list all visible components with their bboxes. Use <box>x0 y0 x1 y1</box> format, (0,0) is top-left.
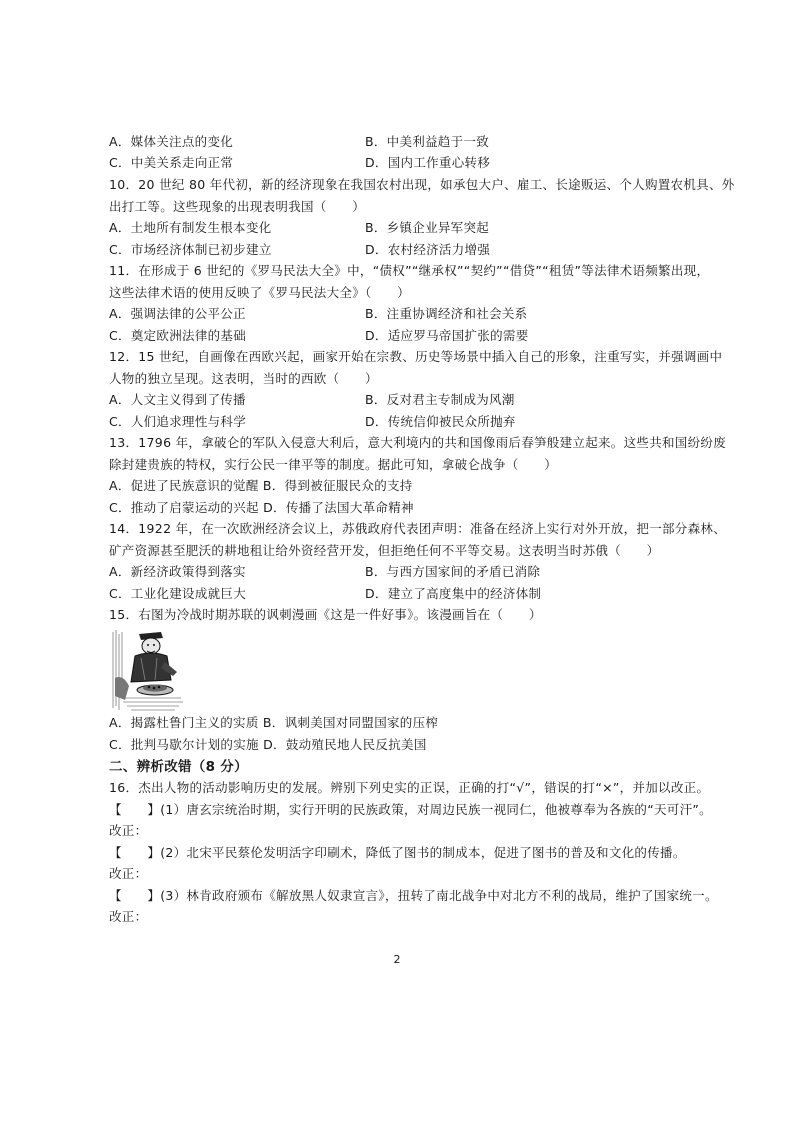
q10-option-b: B．乡镇企业异军突起 <box>365 220 490 235</box>
q12-option-row-1 <box>109 392 515 408</box>
q11-option-c: C．奠定欧洲法律的基础 <box>109 328 247 343</box>
q14-option-a: A．新经济政策得到落实 <box>109 564 246 579</box>
q14-stem-line-2: 矿产资源甚至肥沃的耕地租让给外资经营开发，但拒绝任何不平等交易。这表明当时苏俄（ ） <box>109 543 660 558</box>
q14-option-d: D．建立了高度集中的经济体制 <box>365 586 542 601</box>
q11-stem-line-2: 这些法律术语的使用反映了《罗马民法大全》（ ） <box>109 285 410 300</box>
q16-item-3-fix-label: 改正： <box>109 909 148 924</box>
q14-stem-line-1: 14．1922 年，在一次欧洲经济会议上，苏俄政府代表团声明：准备在经济上实行对外开放，把一部分森林、 <box>109 521 726 536</box>
q11-stem-line-1: 11．在形成于 6 世纪的《罗马民法大全》中，“债权”“继承权”“契约”“借贷”“租赁”等法律术语频繁出现， <box>109 263 710 278</box>
q11-option-b: B．注重协调经济和社会关系 <box>365 306 528 321</box>
q16-item-1-fix-label: 改正： <box>109 823 148 838</box>
q13-stem-line-2: 除封建贵族的特权，实行公民一律平等的制度。据此可知，拿破仑战争（ ） <box>109 457 558 472</box>
q16-stem: 16．杰出人物的活动影响历史的发展。辨别下列史实的正误，正确的打“√”，错误的打“×”，并加以改正。 <box>109 780 710 795</box>
q11-option-a: A．强调法律的公平公正 <box>109 306 246 321</box>
q15-option-row-2: C．批判马歇尔计划的实施 D．鼓动殖民地人民反抗美国 <box>109 737 427 752</box>
q9-option-a: A．媒体关注点的变化 <box>109 134 234 149</box>
q12-option-row-2 <box>109 414 516 430</box>
q10-option-d: D．农村经济活力增强 <box>365 242 491 257</box>
q12-option-a: A．人文主义得到了传播 <box>109 392 246 407</box>
q10-option-a: A．土地所有制发生根本变化 <box>109 220 272 235</box>
q9-option-d: D．国内工作重心转移 <box>365 155 491 170</box>
q14-option-row-1 <box>109 564 541 580</box>
q10-stem-line-2: 出打工等。这些现象的出现表明我国（ ） <box>109 199 366 214</box>
q15-option-row-1: A．揭露杜鲁门主义的实质 B．讽刺美国对同盟国家的压榨 <box>109 715 439 730</box>
q10-option-row-1 <box>109 220 490 236</box>
q10-option-c: C．市场经济体制已初步建立 <box>109 242 272 257</box>
q13-option-row-1: A．促进了民族意识的觉醒 B．得到被征服民众的支持 <box>109 478 413 493</box>
q9-option-row-1 <box>109 134 490 150</box>
section-2-title: 二、辨析改错（8 分） <box>109 759 248 775</box>
q11-option-row-1 <box>109 306 528 322</box>
q13-option-row-2: C．推动了启蒙运动的兴起 D．传播了法国大革命精神 <box>109 500 414 515</box>
q16-item-3: 【 】(3）林肯政府颁布《解放黑人奴隶宣言》，扭转了南北战争中对北方不利的战局，维护了国家统一。 <box>109 888 718 903</box>
q14-option-b: B．与西方国家间的矛盾已消除 <box>365 564 541 579</box>
q15-stem: 15．右图为冷战时期苏联的讽刺漫画《这是一件好事》。该漫画旨在（ ） <box>109 607 542 622</box>
soviet-satire-cartoon-icon <box>111 628 185 714</box>
q12-option-c: C．人们追求理性与科学 <box>109 414 247 429</box>
q9-option-c: C．中美关系走向正常 <box>109 155 234 170</box>
q12-option-b: B．反对君主专制成为风潮 <box>365 392 515 407</box>
q12-option-d: D．传统信仰被民众所抛弃 <box>365 414 516 429</box>
q13-stem-line-1: 13．1796 年，拿破仑的军队入侵意大利后，意大利境内的共和国像雨后春笋般建立起来。这些共和国纷纷废 <box>109 435 726 450</box>
q12-stem-line-2: 人物的独立呈现。这表明，当时的西欧（ ） <box>109 371 378 386</box>
q16-item-2-fix-label: 改正： <box>109 866 148 881</box>
q10-stem-line-1: 10．20 世纪 80 年代初，新的经济现象在我国农村出现，如承包大户、雇工、长途贩运、个人购置农机具、外 <box>109 177 735 192</box>
q12-stem-line-1: 12．15 世纪，自画像在西欧兴起，画家开始在宗教、历史等场景中插入自己的形象，注重写实，并强调画中 <box>109 349 723 364</box>
page-number: 2 <box>393 953 401 966</box>
q14-option-row-2 <box>109 586 542 602</box>
q14-option-c: C．工业化建设成就巨大 <box>109 586 247 601</box>
q9-option-row-2 <box>109 155 491 171</box>
q10-option-row-2 <box>109 242 491 258</box>
q16-item-2: 【 】(2）北宋平民蔡伦发明活字印刷术，降低了图书的制成本，促进了图书的普及和文化的传播。 <box>109 845 686 860</box>
q9-option-b: B．中美利益趋于一致 <box>365 134 490 149</box>
q11-option-d: D．适应罗马帝国扩张的需要 <box>365 328 529 343</box>
q11-option-row-2 <box>109 328 529 344</box>
q16-item-1: 【 】(1）唐玄宗统治时期，实行开明的民族政策，对周边民族一视同仁，他被尊奉为各族的“天可汗”。 <box>109 802 712 817</box>
